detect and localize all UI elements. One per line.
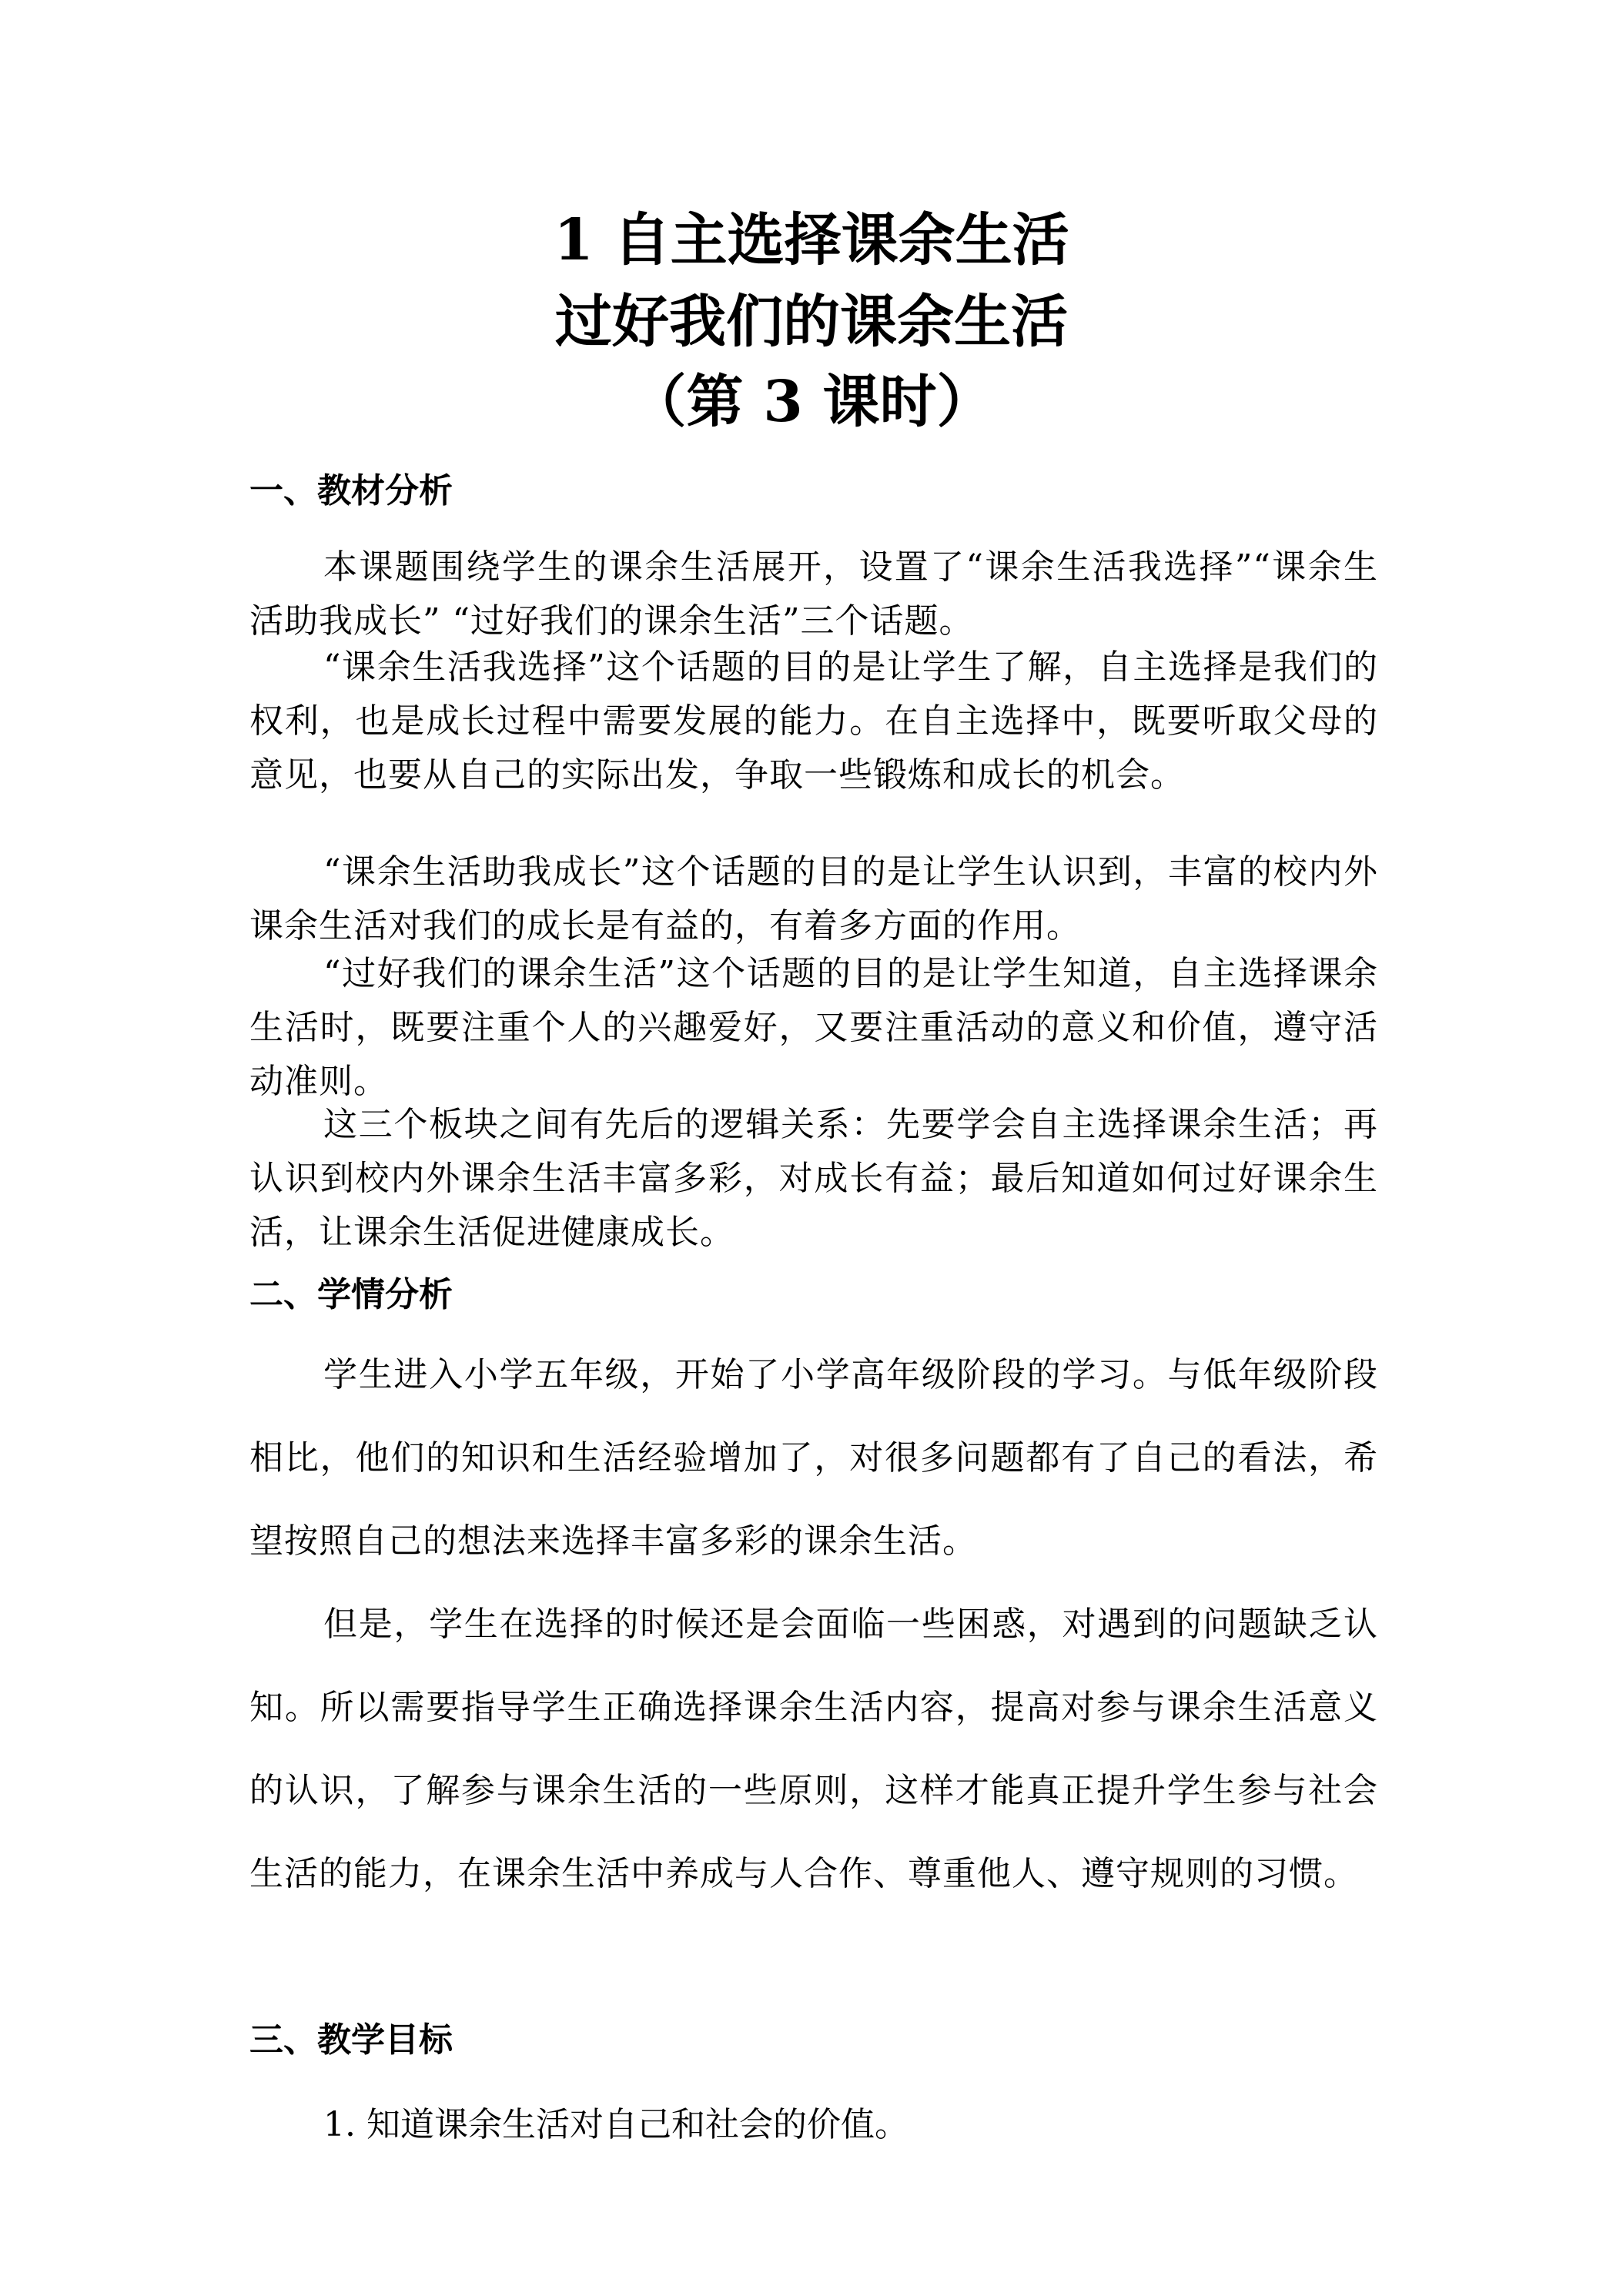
paragraph: 本课题围绕学生的课余生活展开，设置了“课余生活我选择”“课余生活助我成长” “过好我们的课余生活”三个话题。 — [249, 547, 1378, 641]
paragraph: 但是，学生在选择的时候还是会面临一些困惑，对遇到的问题缺乏认知。所以需要指导学生正确选择课余生活内容，提高对参与课余生活意义的认识，了解参与课余生活的一些原则，这样才能真正提升学生参与社会生活的能力，在课余生活中养成与人合作、尊重他人、遵守规则的习惯。 — [249, 1605, 1378, 1893]
lesson-title: 1 自主选择课余生活 — [554, 207, 1069, 273]
paragraph: “过好我们的课余生活”这个话题的目的是让学生知道，自主选择课余生活时，既要注重个人的兴趣爱好，又要注重活动的意义和价值，遵守活动准则。 — [249, 954, 1378, 1101]
paragraph: “课余生活我选择”这个话题的目的是让学生了解，自主选择是我们的权利，也是成长过程中需要发展的能力。在自主选择中，既要听取父母的意见，也要从自己的实际出发，争取一些锻炼和成长的机会。 — [249, 648, 1378, 795]
lesson-subtitle: 过好我们的课余生活 — [555, 289, 1068, 355]
lesson-period: （第 3 课时） — [629, 369, 994, 435]
section-heading-student-analysis: 二、学情分析 — [249, 1275, 453, 1314]
section-heading-textbook-analysis: 一、教材分析 — [249, 471, 453, 510]
list-item: 1. 知道课余生活对自己和社会的价值。 — [323, 2105, 909, 2144]
paragraph: 这三个板块之间有先后的逻辑关系：先要学会自主选择课余生活；再认识到校内外课余生活丰富多彩，对成长有益；最后知道如何过好课余生活，让课余生活促进健康成长。 — [249, 1105, 1378, 1252]
paragraph: 学生进入小学五年级，开始了小学高年级阶段的学习。与低年级阶段相比，他们的知识和生活经验增加了，对很多问题都有了自己的看法，希望按照自己的想法来选择丰富多彩的课余生活。 — [249, 1355, 1378, 1561]
section-heading-teaching-goals: 三、教学目标 — [249, 2020, 453, 2060]
paragraph: “课余生活助我成长”这个话题的目的是让学生认识到，丰富的校内外课余生活对我们的成长是有益的，有着多方面的作用。 — [249, 852, 1378, 946]
